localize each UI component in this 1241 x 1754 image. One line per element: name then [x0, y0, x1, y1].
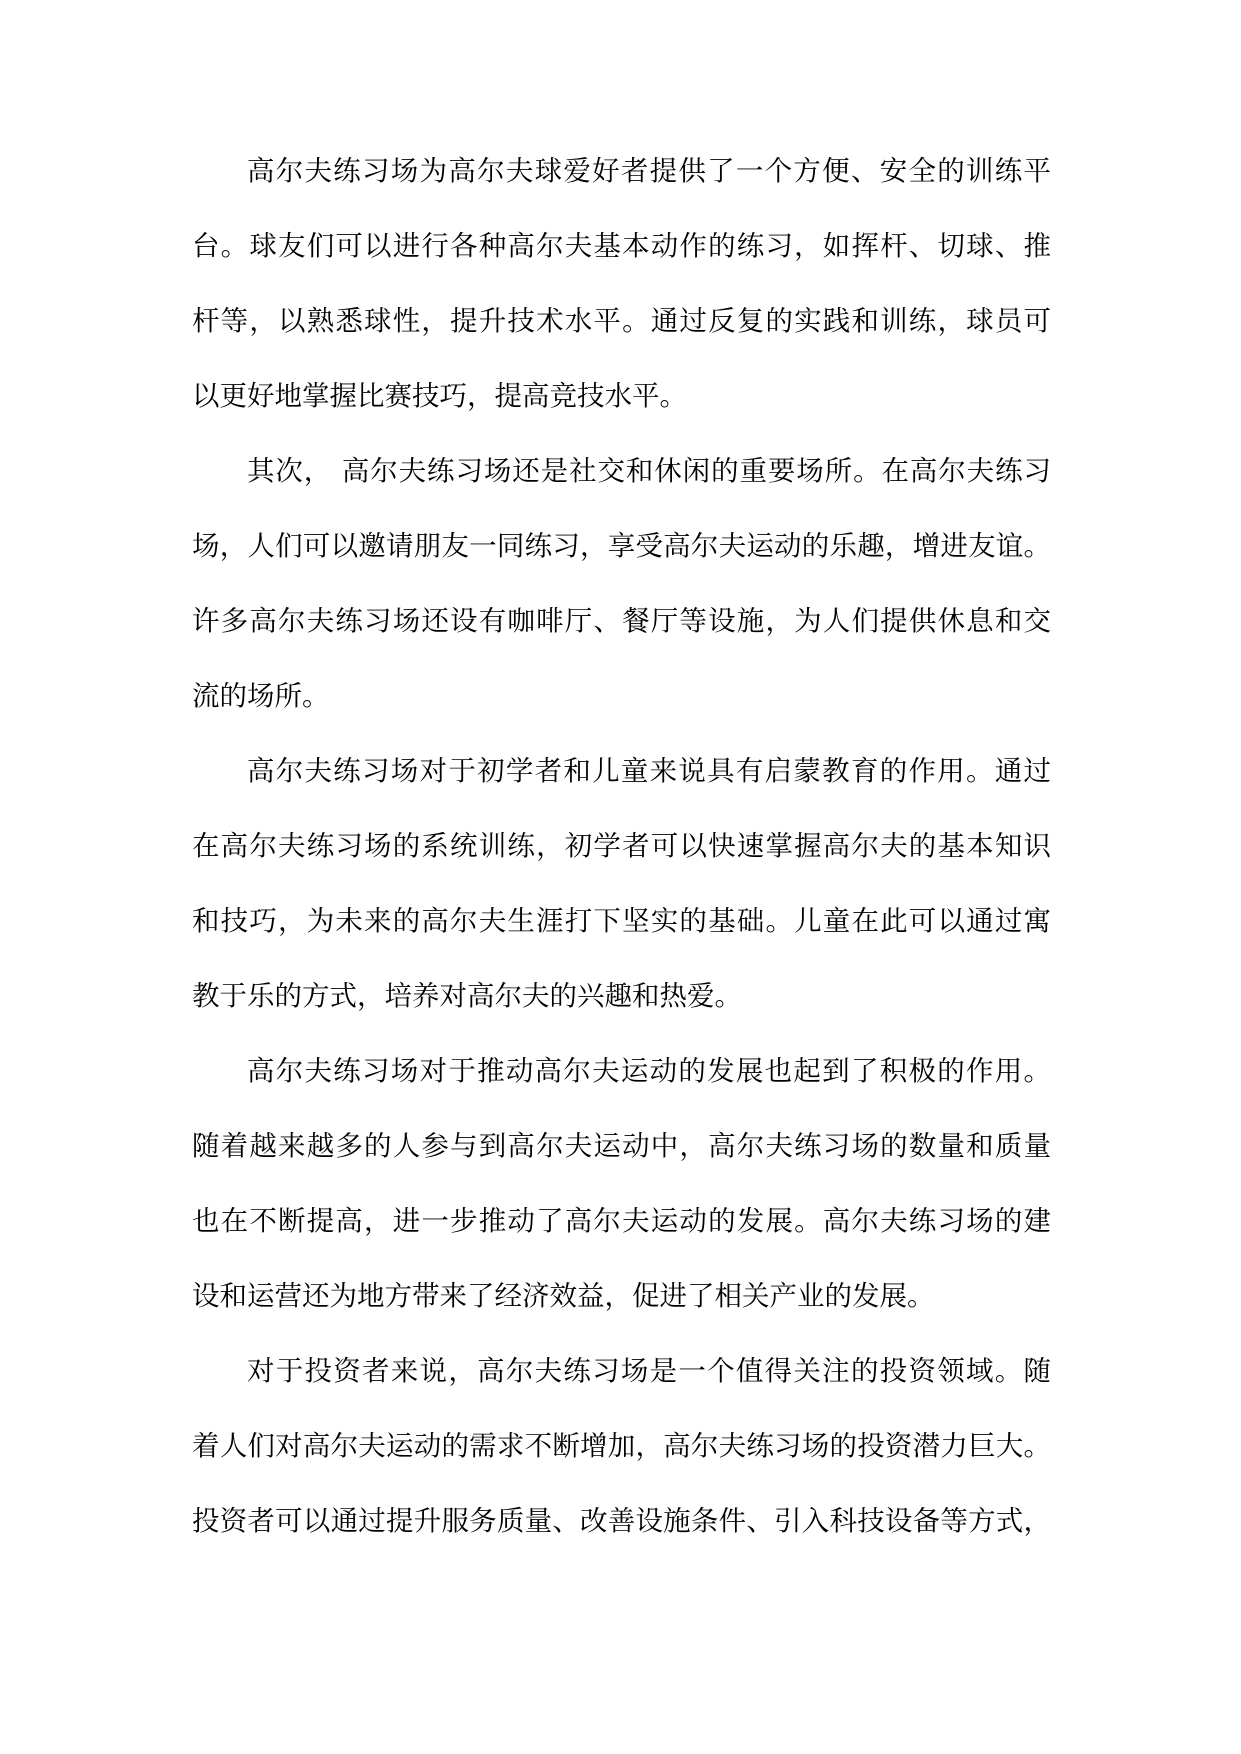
text-line: 场，人们可以邀请朋友一同练习，享受高尔夫运动的乐趣，增进友谊。 [192, 530, 1051, 562]
text-line: 和技巧，为未来的高尔夫生涯打下坚实的基础。儿童在此可以通过寓 [192, 905, 1051, 937]
paragraph-social-leisure [192, 434, 1051, 734]
text-line: 也在不断提高，进一步推动了高尔夫运动的发展。高尔夫练习场的建 [192, 1205, 1051, 1237]
text-line: 投资者可以通过提升服务质量、改善设施条件、引入科技设备等方式， [192, 1505, 1051, 1537]
document-body [192, 134, 1051, 1559]
text-line: 其次， 高尔夫练习场还是社交和休闲的重要场所。在高尔夫练习 [247, 455, 1051, 487]
text-line: 对于投资者来说，高尔夫练习场是一个值得关注的投资领域。随 [247, 1355, 1051, 1387]
paragraph-investors [192, 1334, 1051, 1559]
text-line: 流的场所。 [192, 680, 330, 712]
text-line: 杆等，以熟悉球性，提升技术水平。通过反复的实践和训练，球员可 [192, 305, 1051, 337]
text-line: 教于乐的方式，培养对高尔夫的兴趣和热爱。 [192, 980, 742, 1012]
text-line: 设和运营还为地方带来了经济效益，促进了相关产业的发展。 [192, 1280, 935, 1312]
paragraph-sport-development [192, 1034, 1051, 1334]
text-line: 随着越来越多的人参与到高尔夫运动中，高尔夫练习场的数量和质量 [192, 1130, 1051, 1162]
text-line: 高尔夫练习场对于推动高尔夫运动的发展也起到了积极的作用。 [247, 1055, 1051, 1087]
paragraph-beginners-children [192, 734, 1051, 1034]
text-line: 台。球友们可以进行各种高尔夫基本动作的练习，如挥杆、切球、推 [192, 230, 1051, 262]
text-line: 高尔夫练习场对于初学者和儿童来说具有启蒙教育的作用。通过 [247, 755, 1051, 787]
text-line: 以更好地掌握比赛技巧，提高竞技水平。 [192, 380, 687, 412]
text-line: 在高尔夫练习场的系统训练，初学者可以快速掌握高尔夫的基本知识 [192, 830, 1051, 862]
text-line: 许多高尔夫练习场还设有咖啡厅、餐厅等设施，为人们提供休息和交 [192, 605, 1051, 637]
text-line: 高尔夫练习场为高尔夫球爱好者提供了一个方便、安全的训练平 [247, 155, 1051, 187]
text-line: 着人们对高尔夫运动的需求不断增加，高尔夫练习场的投资潜力巨大。 [192, 1430, 1051, 1462]
paragraph-golf-practice-platform [192, 134, 1051, 434]
